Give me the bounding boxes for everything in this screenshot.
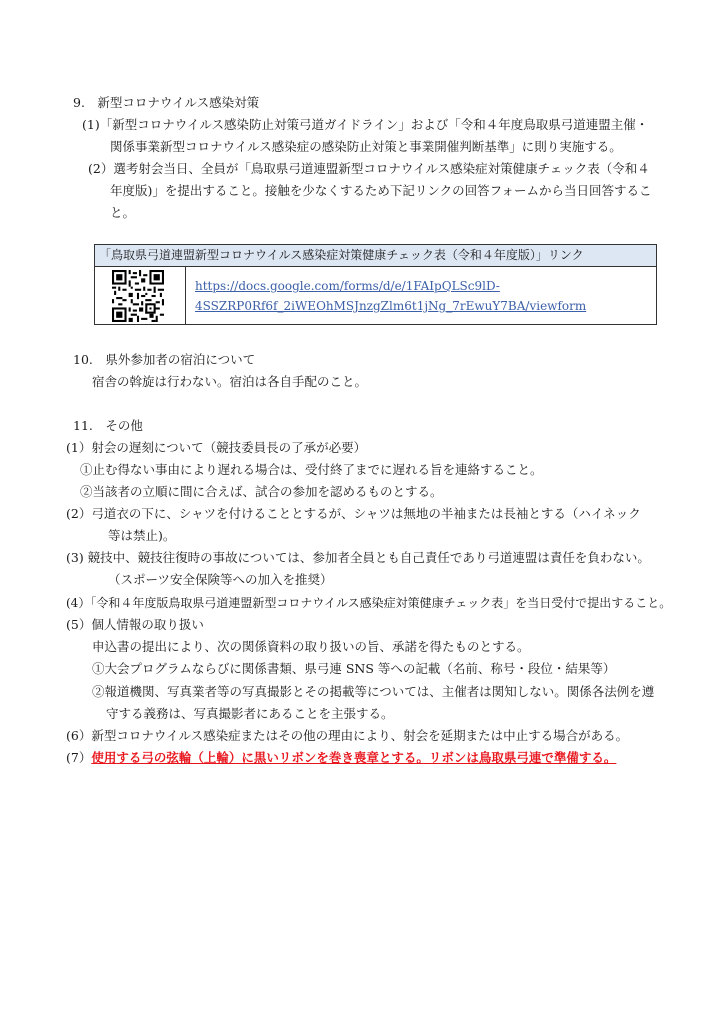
section-9-heading: 9. 新型コロナウイルス感染対策 bbox=[73, 95, 260, 110]
table-header: 「鳥取県弓道連盟新型コロナウイルス感染症対策健康チェック表（令和４年度版）」リンク bbox=[95, 245, 656, 267]
section-11-item-2-line-2: 等は禁止)。 bbox=[108, 528, 176, 543]
section-11-item-4: (4）「令和４年度版鳥取県弓道連盟新型コロナウイルス感染症対策健康チェック表」を当日受付で提出すること。 bbox=[66, 596, 672, 610]
section-9-item-1-line-2: 関係事業新型コロナウイルス感染症の感染防止対策と事業開催判断基準」に則り実施する。 bbox=[110, 139, 622, 154]
section-11-item-7 bbox=[66, 750, 616, 766]
item-7-mourning-notice: 使用する弓の弦輪（上輪）に黒いリボンを巻き喪章とする。リボンは鳥取県弓連で準備する。 bbox=[91, 750, 617, 765]
form-link-line-1[interactable]: https://docs.google.com/forms/d/e/1FAIpQLSc9lD- bbox=[195, 279, 500, 293]
section-11-item-5a: ①大会プログラムならびに関係書類、県弓連 SNS 等への記載（名前、称号・段位・結果等） bbox=[92, 661, 616, 676]
section-11-item-2-line-1: (2）弓道衣の下に、シャツを付けることとするが、シャツは無地の半袖または長袖とする（ハイネック bbox=[66, 506, 641, 521]
qr-code-cell bbox=[95, 267, 186, 325]
section-11-item-1b: ②当該者の立順に間に合えば、試合の参加を認めるものとする。 bbox=[80, 484, 443, 499]
section-11-heading: 11. その他 bbox=[73, 418, 143, 433]
section-11-item-5-body: 申込書の提出により、次の関係資料の取り扱いの旨、承諾を得たものとする。 bbox=[92, 639, 530, 654]
section-11-item-5: (5）個人情報の取り扱い bbox=[66, 617, 204, 632]
section-11-item-3-line-1: (3) 競技中、競技往復時の事故については、参加者全員とも自己責任であり弓道連盟は責任を負わない。 bbox=[66, 550, 650, 565]
table-body bbox=[95, 267, 656, 325]
section-9-item-2-line-1: (2）選考射会当日、全員が「鳥取県弓道連盟新型コロナウイルス感染症対策健康チェック表（令和４ bbox=[88, 161, 650, 176]
section-10-body: 宿舎の斡旋は行わない。宿泊は各自手配のこと。 bbox=[92, 374, 368, 389]
section-9-item-1-line-1: (1)「新型コロナウイルス感染防止対策弓道ガイドライン」および「令和４年度鳥取県弓道連盟主催・ bbox=[82, 117, 649, 132]
health-check-link-table bbox=[94, 244, 657, 325]
section-11-item-1: (1）射会の遅刻について（競技委員長の了承が必要） bbox=[66, 440, 367, 455]
section-9-item-2-line-2: 年度版)」を提出すること。接触を少なくするため下記リンクの回答フォームから当日回答するこ bbox=[110, 183, 652, 198]
section-10-heading: 10. 県外参加者の宿泊について bbox=[73, 352, 256, 367]
section-11-item-5b-line-2: 守する義務は、写真撮影者にあることを主張する。 bbox=[106, 706, 394, 721]
qr-code-icon[interactable] bbox=[112, 270, 164, 322]
section-11-item-5b-line-1: ②報道機関、写真業者等の写真撮影とその掲載等については、主催者は関知しない。関係各法例を遵 bbox=[92, 684, 655, 699]
section-11-item-1a: ①止む得ない事由により遅れる場合は、受付終了までに遅れる旨を連絡すること。 bbox=[80, 462, 543, 477]
section-9-item-2-line-3: と。 bbox=[110, 205, 136, 220]
section-11-item-3-line-2: （スポーツ安全保険等への加入を推奨） bbox=[108, 572, 333, 587]
section-11-item-6: (6）新型コロナウイルス感染症またはその他の理由により、射会を延期または中止する場合がある。 bbox=[66, 728, 629, 743]
form-link-line-2[interactable]: 4SSZRP0Rf6f_2iWEOhMSJnzgZlm6t1jNg_7rEwuY7BA/viewform bbox=[195, 299, 587, 313]
item-7-number: (7） bbox=[66, 750, 92, 765]
